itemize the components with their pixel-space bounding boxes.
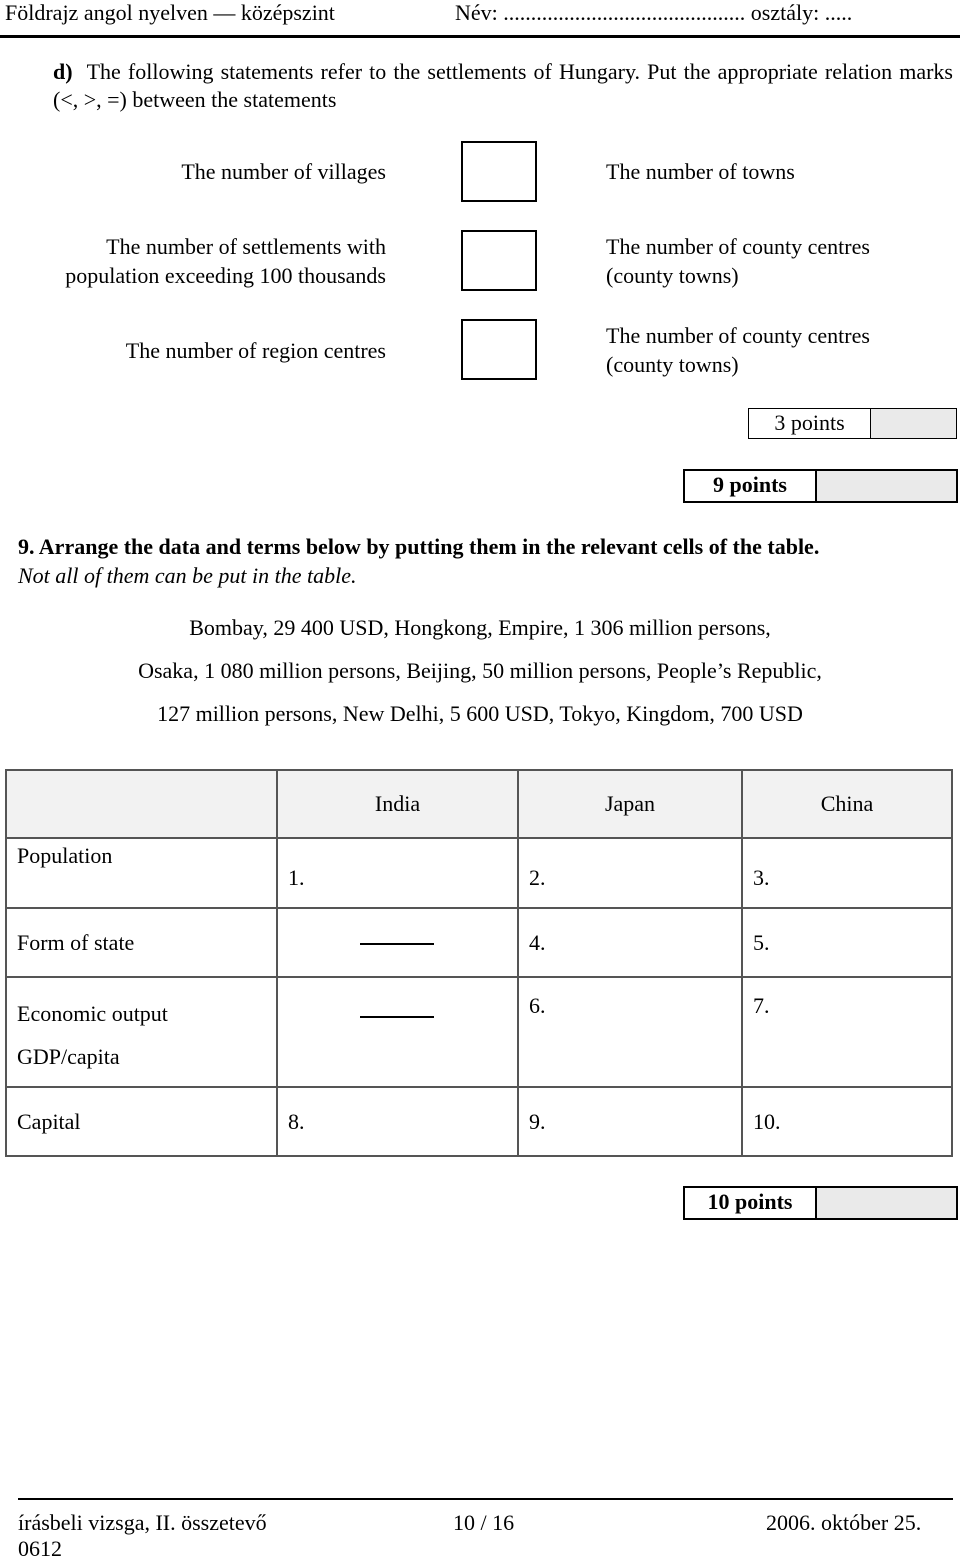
page-header (0, 0, 960, 36)
answer-cell-3[interactable]: 3. (742, 838, 952, 908)
relation-mark-box-1[interactable] (461, 141, 537, 202)
table-row (6, 908, 952, 977)
points-box-d (748, 408, 957, 439)
statement-right-3: The number of county centres (county towns) (606, 323, 870, 377)
row-label-economic-output-line-2: GDP/capita (17, 1044, 120, 1069)
footer-exam-code: 0612 (18, 1536, 62, 1561)
table-row (6, 1087, 952, 1156)
not-applicable-cell (277, 977, 518, 1087)
points-score-field-q9[interactable] (815, 1188, 956, 1218)
answer-cell-5[interactable]: 5. (742, 908, 952, 977)
question-9-note: Not all of them can be put in the table. (18, 563, 357, 588)
word-list-line-3: 127 million persons, New Delhi, 5 600 USD, Tokyo, Kingdom, 700 USD (157, 701, 803, 726)
not-applicable-cell (277, 908, 518, 977)
points-label-q9: 10 points (707, 1189, 793, 1214)
statement-left-3: The number of region centres (125, 338, 386, 363)
answer-cell-10[interactable]: 10. (742, 1087, 952, 1156)
dash-mark (360, 1016, 434, 1018)
question-d-text: The following statements refer to the settlements of Hungary. Put the appropriate relation marks (<, >, =) between the statements (53, 59, 953, 112)
answer-table (5, 769, 953, 1157)
answer-cell-2[interactable]: 2. (518, 838, 742, 908)
row-label-economic-output (6, 977, 277, 1087)
word-list-line-2: Osaka, 1 080 million persons, Beijing, 50 million persons, People’s Republic, (138, 658, 822, 683)
footer-page-number: 10 / 16 (453, 1510, 515, 1535)
row-label-economic-output-line-1: Economic output (17, 1001, 168, 1026)
table-row (6, 838, 952, 908)
points-score-field-total[interactable] (815, 471, 956, 501)
question-9-number: 9. (18, 534, 35, 559)
statement-left-1: The number of villages (181, 159, 386, 184)
points-score-field-d[interactable] (870, 409, 956, 438)
footer-exam-part: írásbeli vizsga, II. összetevő (18, 1510, 267, 1535)
statement-right-2: The number of county centres (county towns) (606, 234, 870, 288)
header-name-class-field: Név: ............................................ osztály: ..... (455, 0, 853, 25)
column-header-china: China (742, 770, 952, 838)
dash-mark (360, 943, 434, 945)
question-9-instruction (18, 532, 958, 590)
row-label-population: Population (6, 838, 277, 908)
table-header-row (6, 770, 952, 838)
answer-cell-9[interactable]: 9. (518, 1087, 742, 1156)
answer-cell-7[interactable]: 7. (742, 977, 952, 1087)
points-label-d: 3 points (774, 410, 845, 435)
relation-mark-box-3[interactable] (461, 319, 537, 380)
footer-exam-info (18, 1510, 267, 1562)
points-label-total: 9 points (713, 472, 787, 497)
points-box-q9 (683, 1186, 958, 1220)
statement-left-2: The number of settlements with population exceeding 100 thousands (65, 234, 386, 288)
statement-right-1: The number of towns (606, 159, 795, 184)
header-rule (0, 35, 960, 38)
question-d-instruction (53, 58, 953, 114)
column-header-japan: Japan (518, 770, 742, 838)
header-subject: Földrajz angol nyelven — középszint (5, 0, 335, 25)
row-label-capital: Capital (6, 1087, 277, 1156)
answer-cell-6[interactable]: 6. (518, 977, 742, 1087)
table-corner-cell (6, 770, 277, 838)
column-header-india: India (277, 770, 518, 838)
answer-cell-8[interactable]: 8. (277, 1087, 518, 1156)
footer-rule (18, 1498, 953, 1500)
question-d-label: d) (53, 59, 73, 84)
points-box-total (683, 469, 958, 503)
row-label-form-of-state: Form of state (6, 908, 277, 977)
word-list-line-1: Bombay, 29 400 USD, Hongkong, Empire, 1 306 million persons, (189, 615, 771, 640)
question-9-text: Arrange the data and terms below by putting them in the relevant cells of the table. (38, 534, 820, 559)
answer-cell-4[interactable]: 4. (518, 908, 742, 977)
table-row (6, 977, 952, 1087)
answer-cell-1[interactable]: 1. (277, 838, 518, 908)
footer-date: 2006. október 25. (766, 1510, 922, 1535)
relation-mark-box-2[interactable] (461, 230, 537, 291)
